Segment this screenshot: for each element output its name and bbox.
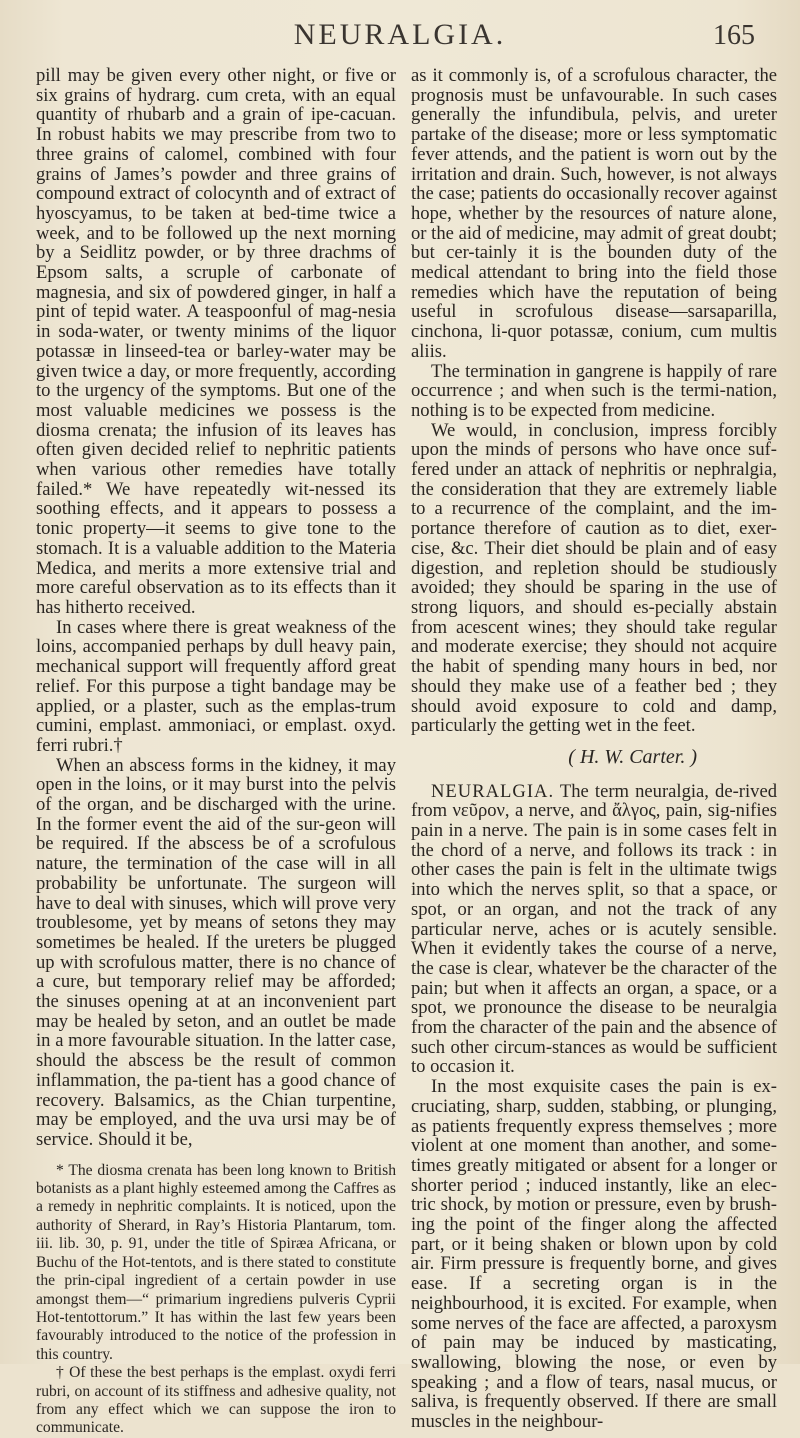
- page-header: [0, 18, 800, 58]
- paragraph: [411, 782, 777, 1078]
- paragraph: When an abscess forms in the kidney, it may open in the loins, or it may burst into the pelvis of the organ, and be discharged with the urine. In the former event the aid of the sur-geon will be required. If the abscess be of a scrofulous nature, the termination of the case will in all probability be unfortunate. The surgeon will have to deal with sinuses, which will prove very troublesome, yet by means of setons they may sometimes be healed. If the ureters be plugged up with scrofulous matter, there is no chance of a cure, but temporary relief may be afforded; the sinuses opening at at an inconvenient part may be healed by seton, and an outlet be made in a more favourable situation. In the latter case, should the abscess be the result of common inflammation, the pa-tient has a good chance of recovery. Balsamics, as the Chian turpentine, may be employed, and the uva ursi may be of service. Should it be,: [36, 754, 396, 1150]
- footnote: * The diosma crenata has been long known to British botanists as a plant highly esteemed among the Caffres as a remedy in nephritic complaints. It is noticed, upon the authority of Sherard, in Ray’s Historia Plantarum, tom. iii. lib. 30, p. 91, under the title of Spiræa Africana, or Buchu of the Hot-tentots, and is there stated to constitute the prin-cipal ingredient of a certain powder in use amongst them—“ primarium ingrediens pulveris Cyprii Hot-tentottorum.” It has within the last few years been favourably introduced to the notice of the profession in this country.: [36, 1161, 396, 1363]
- paragraph: as it commonly is, of a scrofulous character, the prognosis must be unfavourable. In such cases generally the infundibula, pelvis, and ureter partake of the disease; more or less symptomatic fever attends, and the patient is worn out by the irritation and drain. Such, however, is not always the case; patients do occasionally recover against hope, whether by the resources of nature alone, or the aid of medicine, may admit of great doubt; but cer-tainly it is the bounden duty of the medical attendant to bring into the field those remedies which have the reputation of being useful in scrofulous disease—sarsaparilla, cinchona, li-quor potassæ, conium, cum multis aliis.: [411, 65, 777, 362]
- paragraph: pill may be given every other night, or five or six grains of hydrarg. cum creta, with an equal quantity of rhubarb and a grain of ipe-cacuan. In robust habits we may prescribe from two to three grains of calomel, combined with four grains of James’s powder and three grains of compound extract of colocynth and of extract of hyoscyamus, to be taken at bed-time twice a week, and to be followed up the next morning by a Seidlitz powder, or by three drachms of Epsom salts, a scruple of carbonate of magnesia, and six of powdered ginger, in half a pint of tepid water. A teaspoonful of mag-nesia in soda-water, or twenty minims of the liquor potassæ in linseed-tea or barley-water may be given twice a day, or more frequently, according to the urgency of the symptoms. But one of the most valuable medicines we possess is the diosma crenata; the infusion of its leaves has often given decided relief to nephritic patients when various other remedies have totally failed.* We have repeatedly wit-nessed its soothing effects, and it appears to possess a tonic property—it seems to give tone to the stomach. It is a valuable addition to the Materia Medica, and merits a more extensive trial and more careful observation as to its effects than it has hitherto received.: [36, 65, 396, 618]
- paragraph: In cases where there is great weakness of the loins, accompanied perhaps by dull heavy pain, mechanical support will frequently afford great relief. For this purpose a tight bandage may be applied, or a plaster, such as the emplas-trum cumini, emplast. ammoniaci, or emplast. oxyd. ferri rubri.†: [36, 616, 396, 756]
- paragraph: The termination in gangrene is happily of rare occurrence ; and when such is the termi-nation, nothing is to be expected from medicine.: [411, 360, 777, 421]
- footnote: † Of these the best perhaps is the emplast. oxydi ferri rubri, on account of its stiffness and adhesive quality, not from any effect which we can suppose the iron to communicate.: [36, 1364, 396, 1437]
- footnotes: [36, 1162, 396, 1438]
- left-column: [36, 66, 396, 1438]
- paragraph: In the most exquisite cases the pain is ex-cruciating, sharp, sudden, stabbing, or plunging, as patients frequently express themselves ; more violent at one moment than another, and some-times greatly mitigated or absent for a longer or shorter period ; induced instantly, like an elec-tric shock, by motion or pressure, even by brush-ing the point of the finger along the affected part, or it being shaken or blown upon by cold air. Firm pressure is frequently borne, and gives ease. If a secreting organ is in the neighbourhood, it is excited. For example, when some nerves of the face are affected, a paroxysm of pain may be induced by masticating, swallowing, blowing the nose, or even by speaking ; and a flow of tears, nasal mucus, or saliva, is frequently observed. If there are small muscles in the neighbour-: [411, 1076, 777, 1433]
- running-title: NEURALGIA.: [293, 18, 507, 51]
- entry-heading: NEURALGIA.: [431, 780, 555, 802]
- paragraph-text: The term neuralgia, de-rived from νεῦρον, a nerve, and ἄλγος, pain, sig-nifies pain in a nerve. The pain is in some cases felt in the chord of a nerve, and follows its track : in other cases the pain is felt in the ultimate twigs into which the nerves split, so that a space, or spot, or an organ, and not the track of any particular nerve, aches or is acutely sensible. When it evidently takes the course of a nerve, the case is clear, whatever be the character of the pain; but when it affects an organ, a space, or a spot, we pronounce the disease to be neuralgia from the character of the pain and the absence of such other circum-stances as would be sufficient to occasion it.: [411, 780, 777, 1078]
- author-signature: ( H. W. Carter. ): [568, 745, 697, 768]
- right-column: [411, 66, 777, 1432]
- paragraph: We would, in conclusion, impress forcibly upon the minds of persons who have once suf-fered under an attack of nephritis or nephralgia, the consideration that they are extremely liable to a recurrence of the complaint, and the im-portance therefore of caution as to diet, exer-cise, &c. Their diet should be plain and of easy digestion, and repletion should be studiously avoided; they should be sparing in the use of strong liquors, and should es-pecially abstain from acescent wines; they should take regular and moderate exercise; they should not acquire the habit of spending many hours in bed, nor should they make use of a feather bed ; they should avoid exposure to cold and damp, particularly the getting wet in the feet.: [411, 419, 777, 737]
- page-number: 165: [713, 20, 755, 51]
